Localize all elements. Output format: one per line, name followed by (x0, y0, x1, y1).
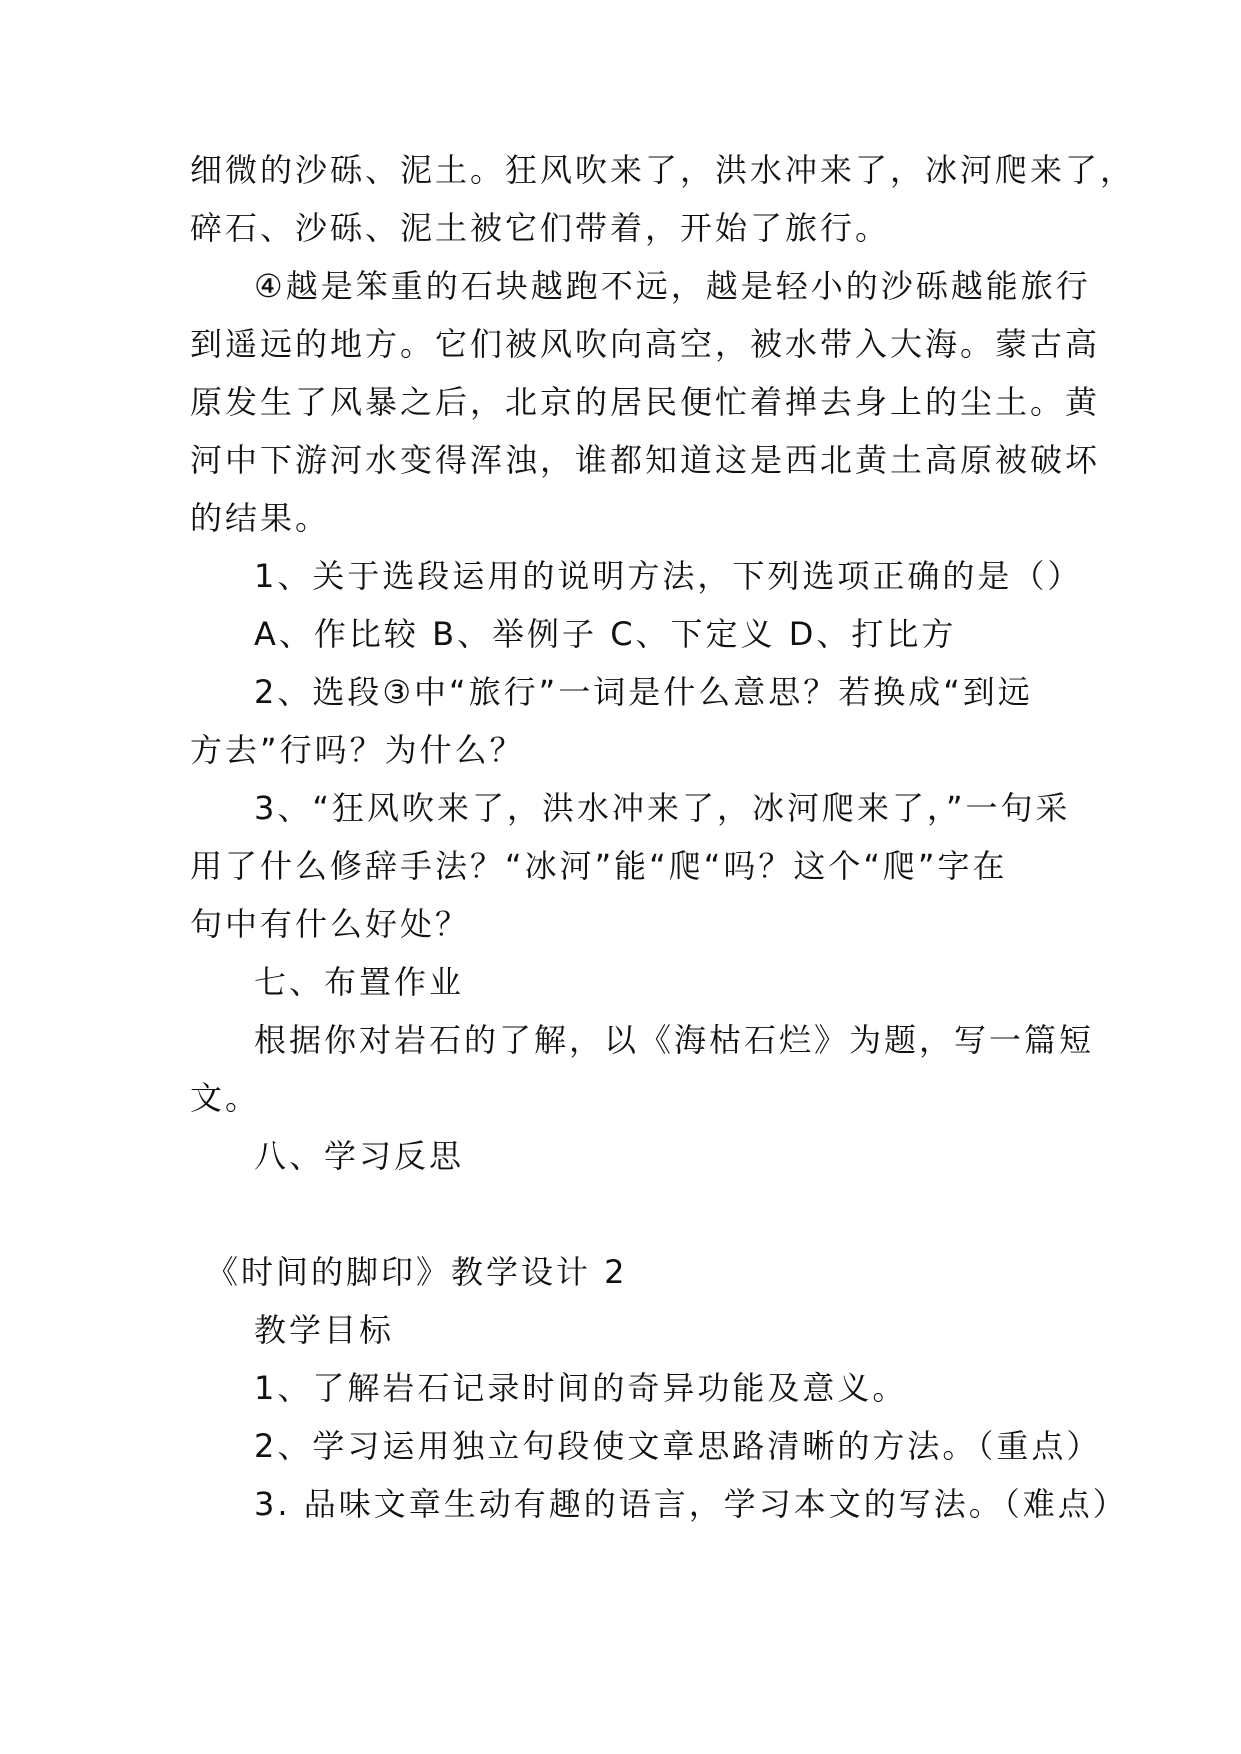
text-line: 用了什么修辞手法？“冰河”能“爬“吗？这个“爬”字在 (190, 847, 1008, 885)
section-heading-objectives: 教学目标 (254, 1311, 395, 1349)
section-heading-homework: 七、布置作业 (254, 963, 465, 1001)
text-line: 河中下游河水变得浑浊，谁都知道这是西北黄土高原被破坏 (190, 441, 1101, 479)
text-line: 的结果。 (190, 499, 331, 537)
section-heading-reflection: 八、学习反思 (254, 1137, 465, 1175)
text-line: 文。 (190, 1079, 261, 1117)
objective-item: 1、了解岩石记录时间的奇异功能及意义。 (254, 1369, 908, 1407)
text-line: 原发生了风暴之后，北京的居民便忙着掸去身上的尘土。黄 (190, 383, 1101, 421)
question-1: 1、关于选段运用的说明方法，下列选项正确的是（） (254, 557, 1083, 595)
text-line: 到遥远的地方。它们被风吹向高空，被水带入大海。蒙古高 (190, 325, 1101, 363)
question-1-options: A、作比较 B、举例子 C、下定义 D、打比方 (254, 615, 957, 653)
text-line: 句中有什么好处？ (190, 905, 471, 943)
question-3: 3、“狂风吹来了，洪水冲来了，冰河爬来了，”一句采 (254, 789, 1071, 827)
question-2: 2、选段③中“旅行”一词是什么意思？若换成“到远 (254, 673, 1033, 711)
objective-item: 2、学习运用独立句段使文章思路清晰的方法。（重点） (254, 1427, 1102, 1465)
text-line: 根据你对岩石的了解，以《海枯石烂》为题，写一篇短 (254, 1021, 1095, 1059)
objective-item: 3. 品味文章生动有趣的语言，学习本文的写法。（难点） (254, 1485, 1128, 1523)
text-line: 碎石、沙砾、泥土被它们带着，开始了旅行。 (190, 209, 891, 247)
document-title: 《时间的脚印》教学设计 2 (206, 1253, 628, 1291)
text-line: 方去”行吗？为什么？ (190, 731, 525, 769)
text-line: ④越是笨重的石块越跑不远，越是轻小的沙砾越能旅行 (254, 267, 1091, 305)
text-line: 细微的沙砾、泥土。狂风吹来了，洪水冲来了，冰河爬来了， (190, 151, 1136, 189)
